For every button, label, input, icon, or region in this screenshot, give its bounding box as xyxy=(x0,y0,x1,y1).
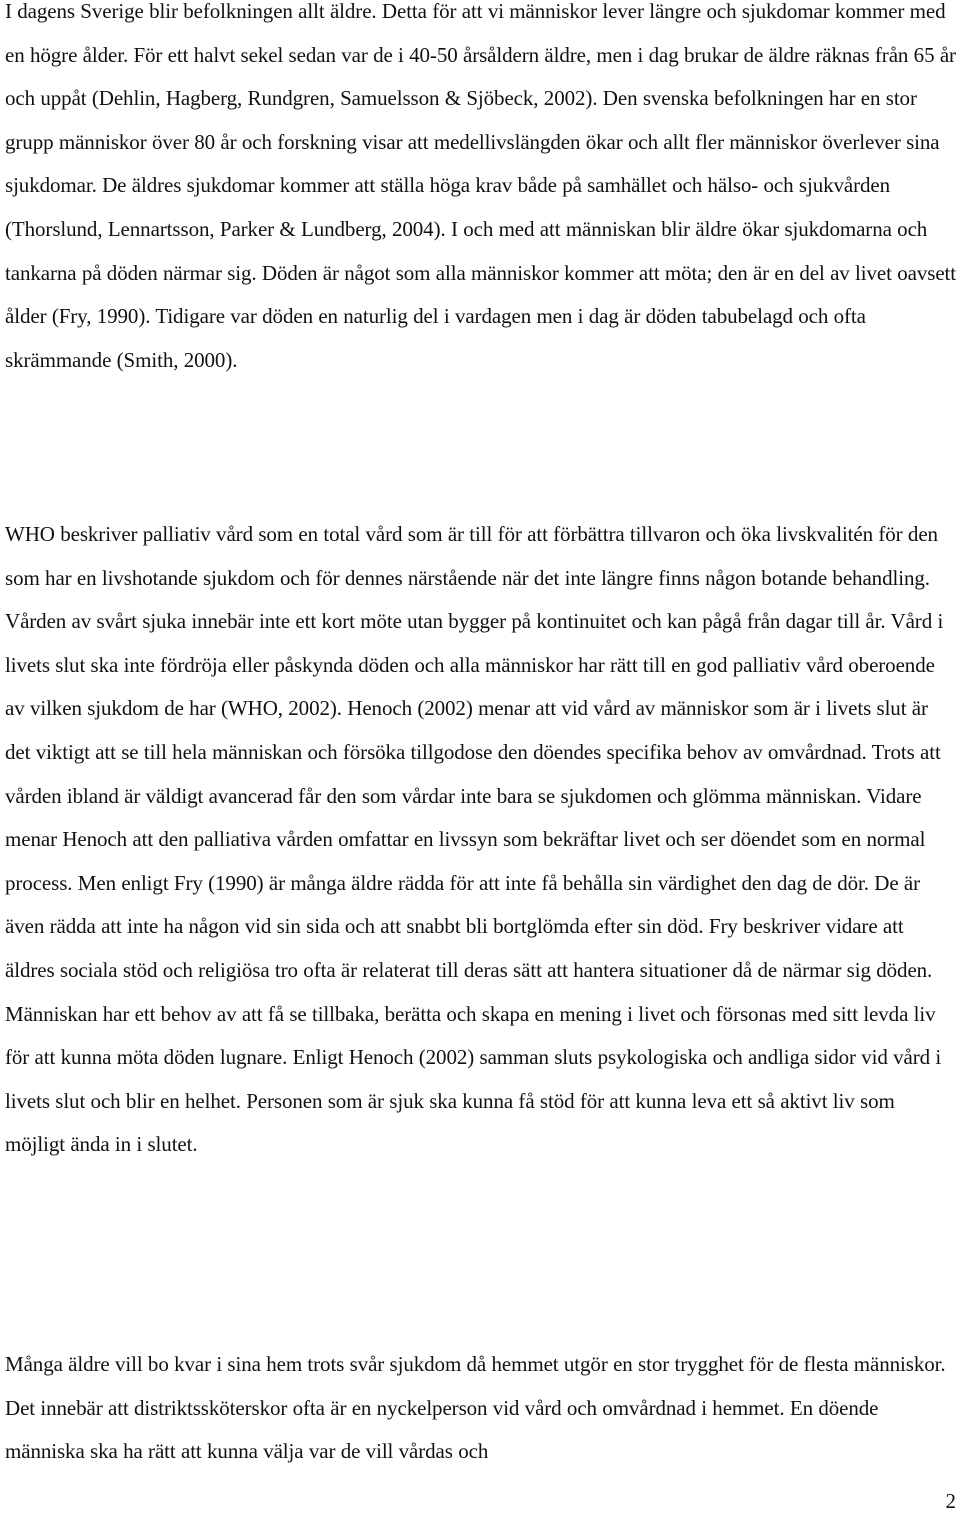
paragraph-aging-population: I dagens Sverige blir befolkningen allt äldre. Detta för att vi människor lever längre och sjukdomar kommer med en högre ålder. För ett halvt sekel sedan var de i 40-50 årsåldern äldre, men i dag brukar de äldre räknas från 65 år och uppåt (Dehlin, Hagberg, Rundgren, Samuelsson & Sjöbeck, 2002). Den svenska befolkningen har en stor grupp människor över 80 år och forskning visar att medellivslängden ökar och allt fler människor överlever sina sjukdomar. De äldres sjukdomar kommer att ställa höga krav både på samhället och hälso- och sjukvården (Thorslund, Lennartsson, Parker & Lundberg, 2004). I och med att människan blir äldre ökar sjukdomarna och tankarna på döden närmar sig. Döden är något som alla människor kommer att möta; den är en del av livet oavsett ålder (Fry, 1990). Tidigare var döden en naturlig del i vardagen men i dag är döden tabubelagd och ofta skrämmande (Smith, 2000). xyxy=(5,0,957,372)
paragraph-palliative-care: WHO beskriver palliativ vård som en total vård som är till för att förbättra tillvaron och öka livskvalitén för den som har en livshotande sjukdom och för dennes närstående när det inte längre finns någon botande behandling. Vården av svårt sjuka innebär inte ett kort möte utan bygger på kontinuitet och kan pågå från dagar till år. Vård i livets slut ska inte fördröja eller påskynda döden och alla människor har rätt till en god palliativ vård oberoende av vilken sjukdom de har (WHO, 2002). Henoch (2002) menar att vid vård av människor som är i livets slut är det viktigt att se till hela människan och försöka tillgodose den döendes specifika behov av omvårdnad. Trots att vården ibland är väldigt avancerad får den som vårdar inte bara se sjukdomen och glömma människan. Vidare menar Henoch att den palliativa vården omfattar en livssyn som bekräftar livet och ser döendet som en normal process. Men enligt Fry (1990) är många äldre rädda för att inte få behålla sin värdighet den dag de dör. De är även rädda att inte ha någon vid sin sida och att snabbt bli bortglömda efter sin död. Fry beskriver vidare att äldres sociala stöd och religiösa tro ofta är relaterat till deras sätt att hantera situationer då de närmar sig döden. Människan har ett behov av att få se tillbaka, berätta och skapa en mening i livet och försonas med sitt levda liv för att kunna möta döden lugnare. Enligt Henoch (2002) samman sluts psykologiska och andliga sidor vid vård i livets slut och blir en helhet. Personen som är sjuk ska kunna få stöd för att kunna leva ett så aktivt liv som möjligt ända in i slutet. xyxy=(5,522,944,1157)
paragraph-home-care: Många äldre vill bo kvar i sina hem trots svår sjukdom då hemmet utgör en stor trygghet för de flesta människor. Det innebär att distriktssköterskor ofta är en nyckelperson vid vård och omvårdnad i hemmet. En döende människa ska ha rätt att kunna välja var de vill vårdas och xyxy=(5,1352,946,1464)
page-number: 2 xyxy=(945,1489,956,1513)
